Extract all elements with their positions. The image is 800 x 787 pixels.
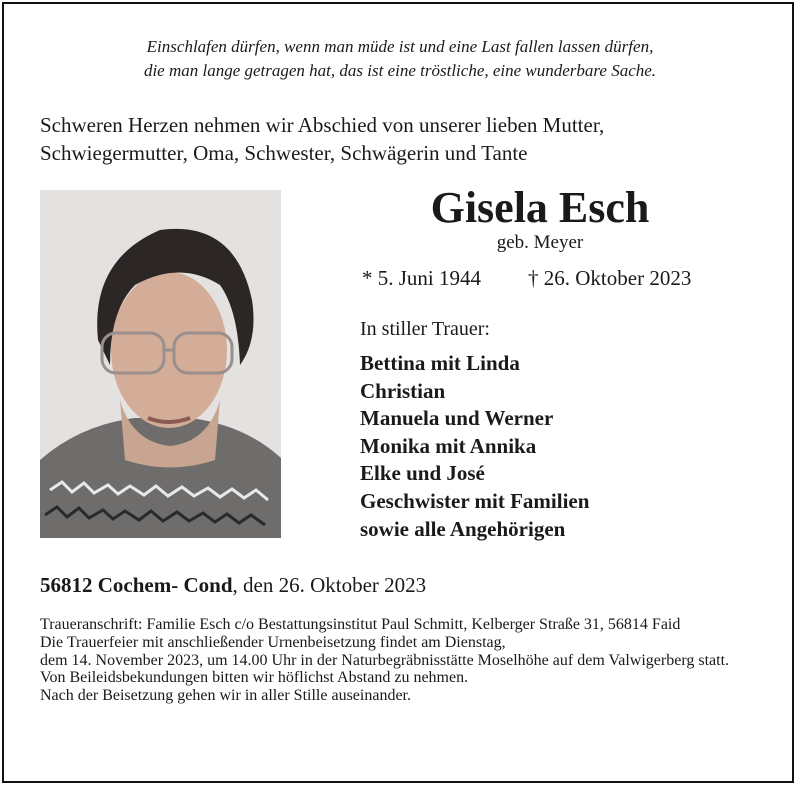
motto-line-1: Einschlafen dürfen, wenn man müde ist und eine Last fallen lassen dürfen, [146, 37, 654, 56]
place: 56812 Cochem- Cond [40, 573, 233, 597]
date: , den 26. Oktober 2023 [232, 573, 427, 597]
portrait-illustration [40, 190, 281, 538]
ceremony-line-2: dem 14. November 2023, um 14.00 Uhr in der Naturbegräbnisstätte Moselhöhe auf dem Valwigerberg statt. [40, 651, 730, 669]
mourner-name: Geschwister mit Familien [360, 489, 590, 513]
mourner-name: Manuela und Werner [360, 406, 554, 430]
funeral-notes [40, 616, 760, 705]
maiden-name: geb. Meyer [496, 232, 584, 253]
birth-date: * 5. Juni 1944 [362, 266, 482, 290]
condolences-note: Von Beileidsbekundungen bitten wir höflichst Abstand zu nehmen. [40, 669, 469, 687]
farewell-note: Nach der Beisetzung gehen wir in aller Stille auseinander. [40, 687, 411, 705]
motto-line-2: die man lange getragen hat, das ist eine tröstliche, eine wunderbare Sache. [143, 61, 657, 80]
intro-line-1: Schweren Herzen nehmen wir Abschied von unserer lieben Mutter, [40, 113, 605, 137]
mourner-name: Bettina mit Linda [360, 351, 520, 375]
place-and-date [40, 573, 426, 598]
mourning-heading: In stiller Trauer: [360, 318, 490, 340]
intro-line-2: Schwiegermutter, Oma, Schwester, Schwägerin und Tante [40, 141, 528, 165]
death-date: † 26. Oktober 2023 [528, 266, 692, 290]
portrait-photo [40, 190, 281, 538]
mourner-name: Monika mit Annika [360, 434, 537, 458]
mourner-name: sowie alle Angehörigen [360, 517, 566, 541]
mourning-address: Traueranschrift: Familie Esch c/o Bestattungsinstitut Paul Schmitt, Kelberger Straße 31, 56814 Faid [40, 616, 681, 633]
mourner-name: Christian [360, 379, 446, 403]
mourner-name: Elke und José [360, 461, 485, 485]
ceremony-line-1: Die Trauerfeier mit anschließender Urnenbeisetzung findet am Dienstag, [40, 633, 506, 651]
deceased-name: Gisela Esch [430, 183, 650, 232]
